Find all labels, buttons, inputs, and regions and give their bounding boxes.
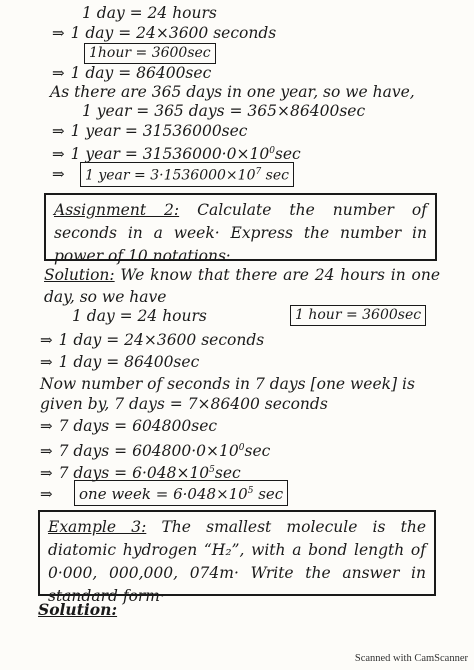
sol-eq-week-power-five: ⇒ 7 days = $6\cdot 048\times 10^5\sec$: [40, 464, 241, 483]
implies-arrow-icon: ⇒: [40, 464, 53, 483]
sol-week-intro: Now number of seconds in 7 days [one week] is: [40, 375, 415, 393]
sol-eq-day-hours: 1 day = 24 hours: [72, 307, 207, 325]
sol-week-standard-row: [40, 484, 59, 504]
implies-arrow-icon: ⇒: [52, 145, 65, 164]
year-intro-text: As there are 365 days in one year, so we have,: [50, 83, 415, 101]
sol-eq-day-total: ⇒ 1 day = 86400sec: [40, 353, 200, 371]
implies-arrow-icon: ⇒: [52, 64, 65, 82]
boxed-week-standard-form: one week = $6\cdot 048\times 10^5$ sec: [74, 480, 288, 506]
eq-year-seconds: ⇒ 1 year = 31536000sec: [52, 122, 248, 140]
assignment-box: [44, 193, 437, 265]
solution-label: Solution:: [44, 266, 115, 284]
eq-year-standard-row: [52, 164, 71, 184]
eq-day-seconds: ⇒ 1 day = 24×3600 seconds: [52, 24, 277, 42]
implies-arrow-icon: ⇒: [52, 24, 65, 42]
implies-arrow-icon: ⇒: [40, 485, 53, 503]
implies-arrow-icon: ⇒: [40, 331, 53, 349]
eq-year-power-zero: ⇒ 1 year = $31536000\cdot 0\times 10^0\sec$: [52, 145, 301, 164]
implies-arrow-icon: ⇒: [52, 122, 65, 140]
sol-week-given: given by, 7 days = 7×86400 seconds: [40, 395, 328, 413]
assignment-text: Calculate the number of seconds in a week· Express the number in power of 10 notations·: [54, 201, 427, 265]
sol-boxed-hour-seconds: 1 hour = 3600sec: [290, 305, 426, 326]
eq-year-days: 1 year = 365 days = 365×86400sec: [82, 102, 366, 120]
solution-2: [38, 600, 117, 620]
solution-label: Solution:: [38, 600, 118, 619]
example-box: [38, 510, 436, 605]
eq-day-total: ⇒ 1 day = 86400sec: [52, 64, 212, 82]
implies-arrow-icon: ⇒: [40, 353, 53, 371]
boxed-year-standard-form: 1 year = $3\cdot 1536000\times 10^7$ sec: [80, 162, 294, 187]
implies-arrow-icon: ⇒: [40, 442, 53, 461]
solution-intro: Solution: We know that there are 24 hours in one day, so we have: [44, 266, 440, 306]
boxed-hour-seconds: 1hour = 3600sec: [84, 43, 216, 64]
sol-eq-day-seconds: ⇒ 1 day = 24×3600 seconds: [40, 331, 265, 349]
example-text: The smallest molecule is the diatomic hydrogen “H₂”, with a bond length of 0·000, 000,000, 074m· Write the answer in standard form·: [48, 518, 426, 605]
implies-arrow-icon: ⇒: [52, 165, 65, 183]
scanner-watermark: Scanned with CamScanner: [354, 653, 468, 664]
implies-arrow-icon: ⇒: [40, 417, 53, 435]
eq-day-hours: 1 day = 24 hours: [82, 4, 217, 22]
example-label: Example 3:: [48, 518, 147, 536]
sol-eq-week-seconds: ⇒ 7 days = 604800sec: [40, 417, 218, 435]
sol-eq-week-power-zero: ⇒ 7 days = $604800\cdot 0\times 10^0\sec$: [40, 442, 271, 461]
assignment-label: Assignment 2:: [54, 201, 180, 219]
